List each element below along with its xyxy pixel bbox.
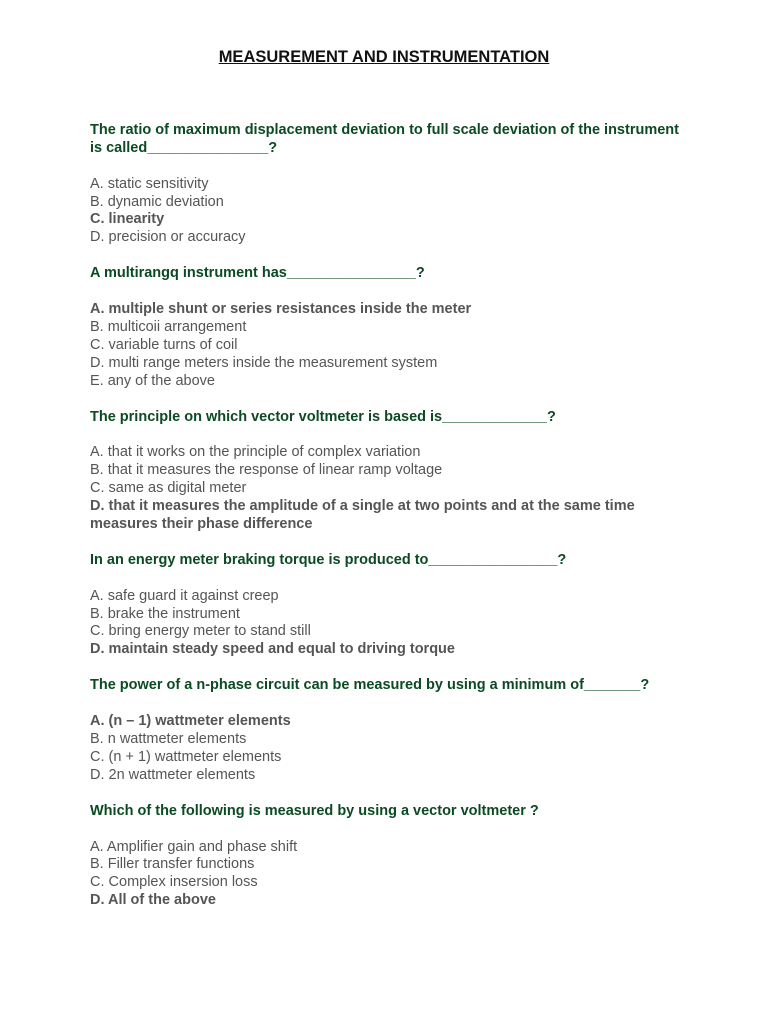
answer-option: A. safe guard it against creep xyxy=(90,587,279,604)
correct-answer-option: A. (n – 1) wattmeter elements xyxy=(90,713,291,730)
answer-options xyxy=(90,301,690,391)
question-text: The principle on which vector voltmeter is based is_____________? xyxy=(90,408,556,425)
answer-options xyxy=(90,588,690,660)
answer-option: D. precision or accuracy xyxy=(90,229,246,246)
answer-option: B. multicoii arrangement xyxy=(90,318,247,335)
question-block xyxy=(90,265,690,390)
answer-option: C. bring energy meter to stand still xyxy=(90,623,311,640)
question-block xyxy=(90,803,690,910)
correct-answer-option: D. All of the above xyxy=(90,892,216,909)
answer-options xyxy=(90,713,690,785)
question-text: A multirangq instrument has________________? xyxy=(90,265,425,282)
document-title: MEASUREMENT AND INSTRUMENTATION xyxy=(218,48,550,66)
answer-options xyxy=(90,176,690,248)
answer-option: D. 2n wattmeter elements xyxy=(90,766,256,783)
question-text: The ratio of maximum displacement deviation to full scale deviation of the instrument is called_______________? xyxy=(90,122,679,156)
question-text: In an energy meter braking torque is produced to________________? xyxy=(90,551,567,568)
answer-option: E. any of the above xyxy=(90,372,215,389)
question-text: The power of a n-phase circuit can be measured by using a minimum of_______? xyxy=(90,677,650,694)
answer-option: A. Amplifier gain and phase shift xyxy=(90,838,298,855)
answer-option: B. that it measures the response of linear ramp voltage xyxy=(90,462,443,479)
question-block xyxy=(90,122,690,247)
questions-list xyxy=(90,122,768,910)
answer-option: C. Complex insersion loss xyxy=(90,874,258,891)
question-block xyxy=(90,677,690,784)
answer-option: A. static sensitivity xyxy=(90,175,209,192)
correct-answer-option: D. maintain steady speed and equal to driving torque xyxy=(90,641,455,658)
answer-option: B. brake the instrument xyxy=(90,605,240,622)
answer-option: B. Filler transfer functions xyxy=(90,856,255,873)
answer-option: B. n wattmeter elements xyxy=(90,731,247,747)
correct-answer-option: D. that it measures the amplitude of a single at two points and at the same time measures their phase difference xyxy=(90,498,635,532)
answer-options xyxy=(90,444,690,534)
question-block xyxy=(90,409,690,534)
answer-option: C. variable turns of coil xyxy=(90,336,238,353)
question-text: Which of the following is measured by using a vector voltmeter ? xyxy=(90,802,539,819)
answer-option: C. same as digital meter xyxy=(90,480,247,497)
answer-option: C. (n + 1) wattmeter elements xyxy=(90,748,282,765)
answer-options xyxy=(90,839,690,911)
answer-option: D. multi range meters inside the measurement system xyxy=(90,354,438,371)
answer-option: B. dynamic deviation xyxy=(90,193,224,210)
question-block xyxy=(90,552,690,659)
correct-answer-option: C. linearity xyxy=(90,211,165,228)
answer-option: A. that it works on the principle of complex variation xyxy=(90,444,421,461)
correct-answer-option: A. multiple shunt or series resistances inside the meter xyxy=(90,301,472,318)
